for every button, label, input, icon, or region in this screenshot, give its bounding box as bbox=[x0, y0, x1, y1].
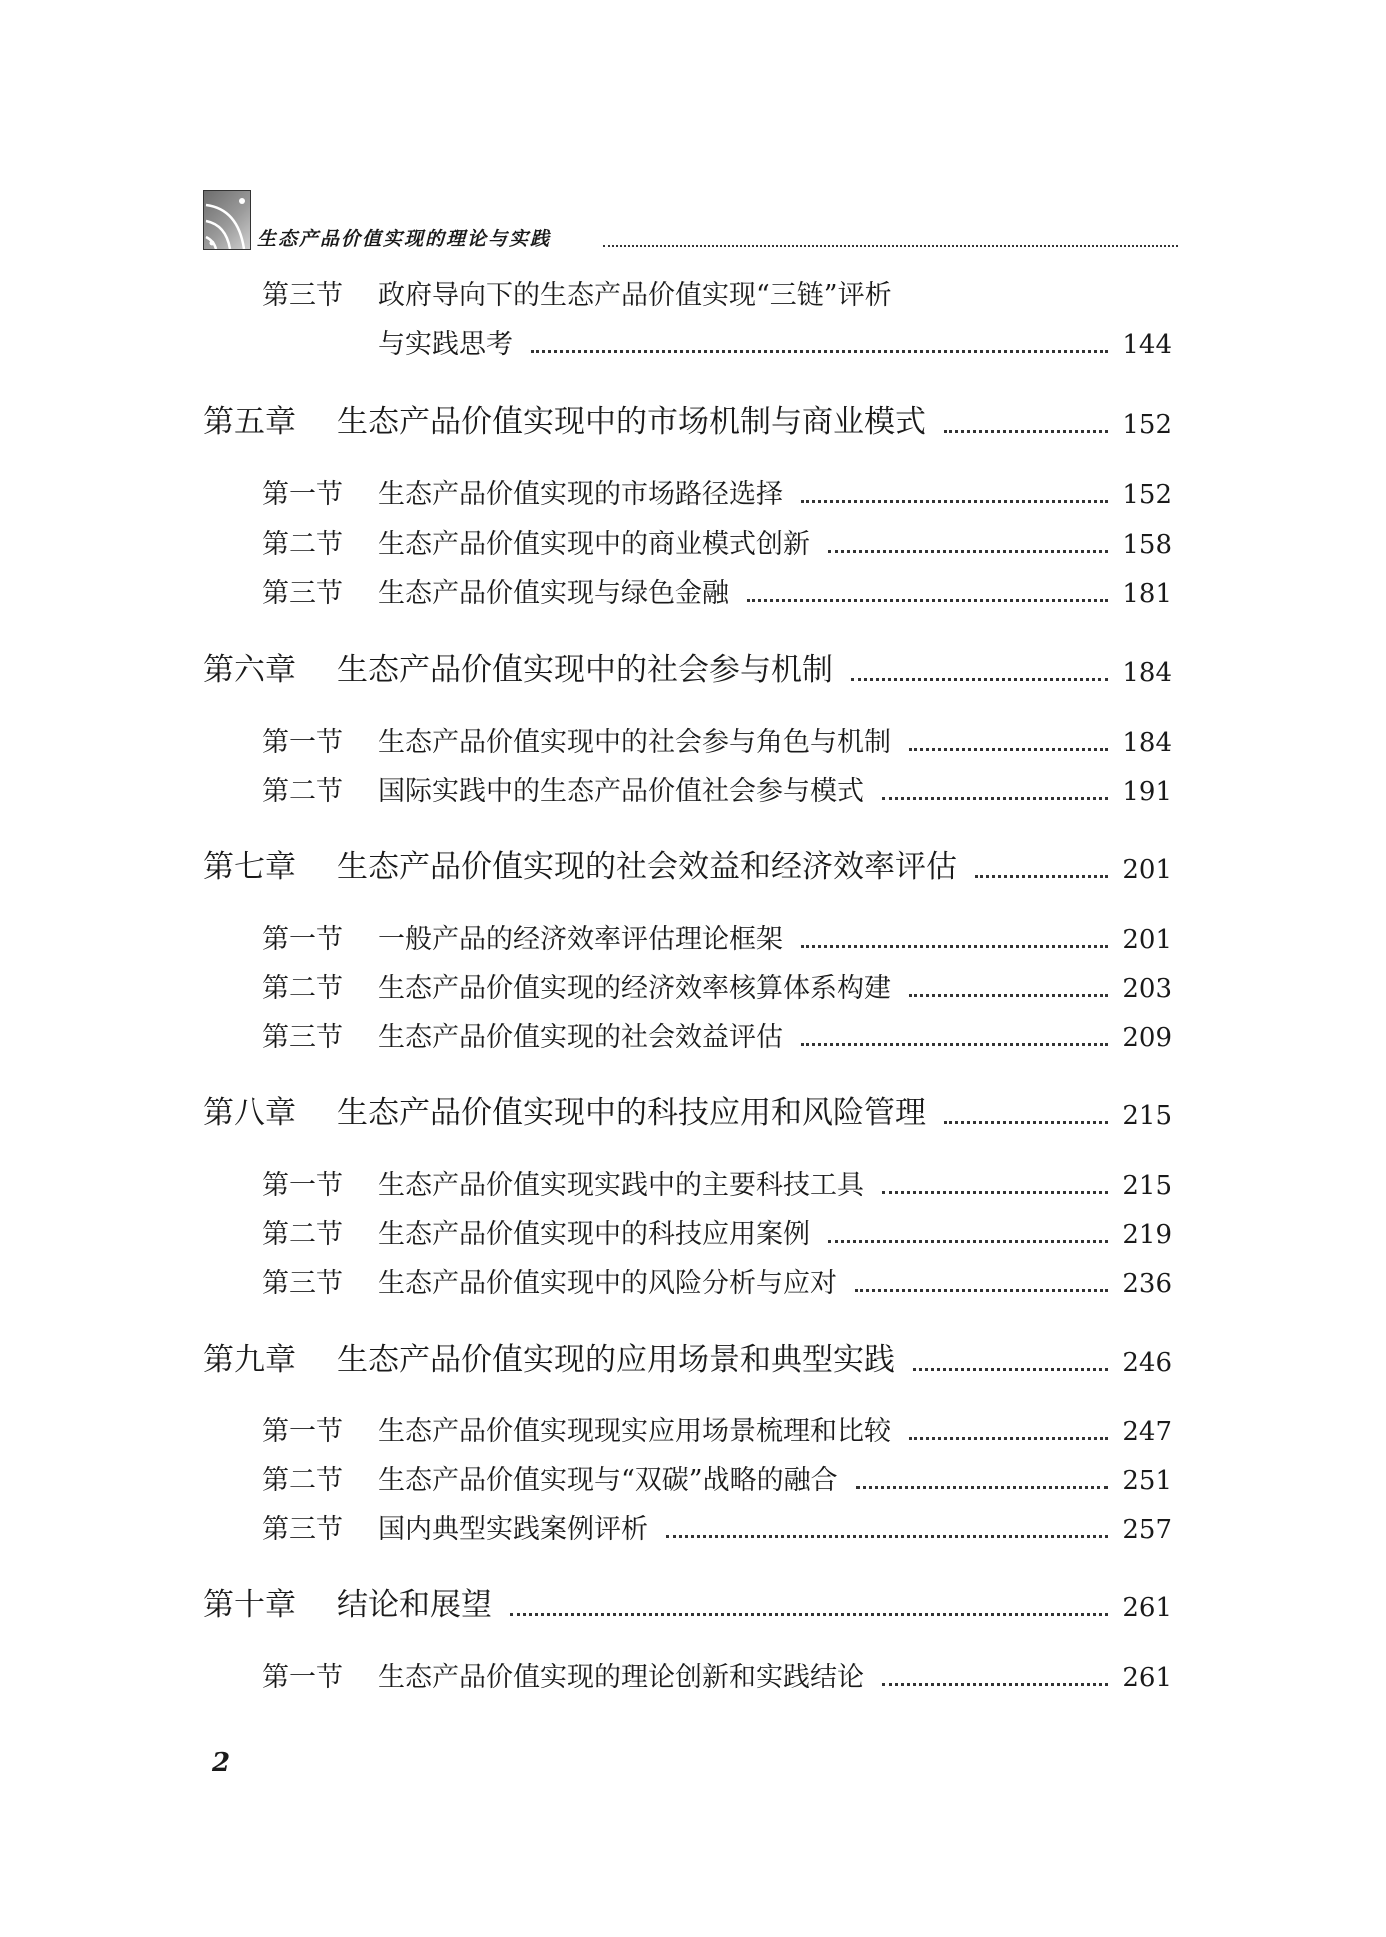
dot-leader bbox=[801, 945, 1108, 948]
toc-entry-title: 生态产品价值实现中的市场机制与商业模式 bbox=[337, 404, 926, 440]
toc-entry-title: 生态产品价值实现的市场路径选择 bbox=[378, 479, 783, 510]
toc-entry-label: 第一节 bbox=[262, 1170, 343, 1201]
toc-entry-title: 生态产品价值实现的理论创新和实践结论 bbox=[378, 1662, 864, 1693]
toc-section-entry[interactable] bbox=[262, 1221, 1172, 1248]
page-number: 2 bbox=[212, 1748, 231, 1778]
toc-entry-page: 201 bbox=[1122, 925, 1172, 955]
toc-entry-title: 生态产品价值实现现实应用场景梳理和比较 bbox=[378, 1416, 891, 1447]
toc-chapter-entry[interactable] bbox=[203, 652, 1172, 688]
toc-section-entry[interactable] bbox=[262, 531, 1172, 558]
toc-entry-page: 219 bbox=[1122, 1220, 1172, 1250]
toc-section-entry[interactable] bbox=[262, 580, 1172, 607]
dot-leader bbox=[909, 748, 1108, 751]
toc-entry-page: 191 bbox=[1122, 777, 1172, 807]
dot-leader bbox=[909, 1437, 1108, 1440]
toc-chapter-entry[interactable] bbox=[203, 1587, 1172, 1623]
toc-entry-continued-line2[interactable] bbox=[378, 331, 1172, 358]
toc-entry-page: 181 bbox=[1122, 579, 1172, 609]
toc-section-entry[interactable] bbox=[262, 926, 1172, 953]
toc-entry-label: 第八章 bbox=[203, 1095, 296, 1131]
toc-entry-title: 生态产品价值实现的社会效益和经济效率评估 bbox=[337, 849, 957, 885]
toc-chapter-entry[interactable] bbox=[203, 1095, 1172, 1131]
toc-entry-title: 生态产品价值实现中的科技应用案例 bbox=[378, 1219, 810, 1250]
toc-entry-title: 政府导向下的生态产品价值实现“三链”评析 bbox=[378, 280, 892, 311]
toc-entry-label: 第十章 bbox=[203, 1587, 296, 1623]
toc-entry-page: 152 bbox=[1122, 480, 1172, 510]
toc-section-entry[interactable] bbox=[262, 729, 1172, 756]
dot-leader bbox=[909, 994, 1108, 997]
dot-leader bbox=[747, 599, 1108, 602]
toc-entry-title: 一般产品的经济效率评估理论框架 bbox=[378, 924, 783, 955]
toc-entry-label: 第九章 bbox=[203, 1342, 296, 1378]
toc-entry-label: 第三节 bbox=[262, 1022, 343, 1053]
toc-entry-page: 236 bbox=[1122, 1269, 1172, 1299]
toc-entry-label: 第七章 bbox=[203, 849, 296, 885]
toc-section-entry[interactable] bbox=[262, 1664, 1172, 1691]
toc-entry-page: 152 bbox=[1122, 410, 1172, 440]
dot-leader bbox=[944, 1121, 1108, 1124]
toc-section-entry[interactable] bbox=[262, 1516, 1172, 1543]
toc-entry-title: 生态产品价值实现中的风险分析与应对 bbox=[378, 1268, 837, 1299]
toc-entry-title: 生态产品价值实现中的商业模式创新 bbox=[378, 529, 810, 560]
toc-entry-label: 第一节 bbox=[262, 924, 343, 955]
dot-leader bbox=[913, 1368, 1108, 1371]
toc-entry-page: 144 bbox=[1122, 330, 1172, 360]
toc-entry-page: 247 bbox=[1122, 1417, 1172, 1447]
toc-entry-title: 生态产品价值实现中的科技应用和风险管理 bbox=[337, 1095, 926, 1131]
toc-chapter-entry[interactable] bbox=[203, 1342, 1172, 1378]
toc-entry-page: 201 bbox=[1122, 855, 1172, 885]
toc-section-entry[interactable] bbox=[262, 481, 1172, 508]
dot-leader bbox=[801, 1043, 1108, 1046]
toc-entry-title-line2: 与实践思考 bbox=[378, 329, 513, 360]
dot-leader bbox=[975, 875, 1108, 878]
toc-entry-title: 生态产品价值实现与绿色金融 bbox=[378, 578, 729, 609]
toc-entry-label: 第一节 bbox=[262, 1662, 343, 1693]
toc-entry-title: 国际实践中的生态产品价值社会参与模式 bbox=[378, 776, 864, 807]
toc-entry-continued[interactable] bbox=[262, 282, 1172, 309]
toc-section-entry[interactable] bbox=[262, 1172, 1172, 1199]
toc-entry-label: 第二节 bbox=[262, 973, 343, 1004]
toc-chapter-entry[interactable] bbox=[203, 849, 1172, 885]
dot-leader bbox=[851, 678, 1108, 681]
toc-entry-label: 第三节 bbox=[262, 1514, 343, 1545]
toc-entry-label: 第三节 bbox=[262, 280, 343, 311]
dot-leader bbox=[828, 1240, 1108, 1243]
toc-entry-page: 158 bbox=[1122, 530, 1172, 560]
toc-entry-title: 生态产品价值实现的应用场景和典型实践 bbox=[337, 1342, 895, 1378]
toc-entry-label: 第三节 bbox=[262, 1268, 343, 1299]
toc-section-entry[interactable] bbox=[262, 975, 1172, 1002]
toc-entry-title: 结论和展望 bbox=[337, 1587, 492, 1623]
toc-entry-label: 第二节 bbox=[262, 529, 343, 560]
dot-leader bbox=[531, 350, 1108, 353]
toc-entry-label: 第五章 bbox=[203, 404, 296, 440]
toc-section-entry[interactable] bbox=[262, 1418, 1172, 1445]
toc-entry-title: 生态产品价值实现实践中的主要科技工具 bbox=[378, 1170, 864, 1201]
toc-entry-page: 215 bbox=[1122, 1171, 1172, 1201]
dot-leader bbox=[510, 1613, 1108, 1616]
toc-entry-page: 251 bbox=[1122, 1466, 1172, 1496]
toc-entry-label: 第一节 bbox=[262, 727, 343, 758]
toc-entry-page: 209 bbox=[1122, 1023, 1172, 1053]
toc-entry-title: 国内典型实践案例评析 bbox=[378, 1514, 648, 1545]
toc-entry-page: 261 bbox=[1122, 1663, 1172, 1693]
toc-entry-label: 第六章 bbox=[203, 652, 296, 688]
toc-entry-page: 246 bbox=[1122, 1348, 1172, 1378]
toc-entry-label: 第一节 bbox=[262, 1416, 343, 1447]
toc-entry-page: 203 bbox=[1122, 974, 1172, 1004]
toc-entry-title: 生态产品价值实现中的社会参与角色与机制 bbox=[378, 727, 891, 758]
dot-leader bbox=[666, 1535, 1108, 1538]
toc-entry-label: 第二节 bbox=[262, 776, 343, 807]
toc-section-entry[interactable] bbox=[262, 1467, 1172, 1494]
toc-entry-title: 生态产品价值实现中的社会参与机制 bbox=[337, 652, 833, 688]
toc-entry-title: 生态产品价值实现的社会效益评估 bbox=[378, 1022, 783, 1053]
dot-leader bbox=[856, 1486, 1109, 1489]
toc-entry-page: 257 bbox=[1122, 1515, 1172, 1545]
toc-entry-page: 184 bbox=[1122, 658, 1172, 688]
running-title: 生态产品价值实现的理论与实践 bbox=[257, 228, 552, 250]
toc-entry-label: 第三节 bbox=[262, 578, 343, 609]
toc-section-entry[interactable] bbox=[262, 1270, 1172, 1297]
dot-leader bbox=[882, 797, 1108, 800]
toc-chapter-entry[interactable] bbox=[203, 404, 1172, 440]
dot-leader bbox=[828, 550, 1108, 553]
dot-leader bbox=[801, 500, 1108, 503]
toc-entry-label: 第二节 bbox=[262, 1219, 343, 1250]
dot-leader bbox=[944, 430, 1108, 433]
toc-entry-title: 生态产品价值实现的经济效率核算体系构建 bbox=[378, 973, 891, 1004]
toc-section-entry[interactable] bbox=[262, 1024, 1172, 1051]
toc-entry-title: 生态产品价值实现与“双碳”战略的融合 bbox=[378, 1465, 838, 1496]
dot-leader bbox=[882, 1683, 1108, 1686]
toc-entry-label: 第二节 bbox=[262, 1465, 343, 1496]
toc-section-entry[interactable] bbox=[262, 778, 1172, 805]
toc-entry-page: 184 bbox=[1122, 728, 1172, 758]
dot-leader bbox=[855, 1289, 1108, 1292]
toc-entry-page: 215 bbox=[1122, 1101, 1172, 1131]
toc-entry-page: 261 bbox=[1122, 1593, 1172, 1623]
toc-entry-label: 第一节 bbox=[262, 479, 343, 510]
dot-leader bbox=[882, 1191, 1108, 1194]
